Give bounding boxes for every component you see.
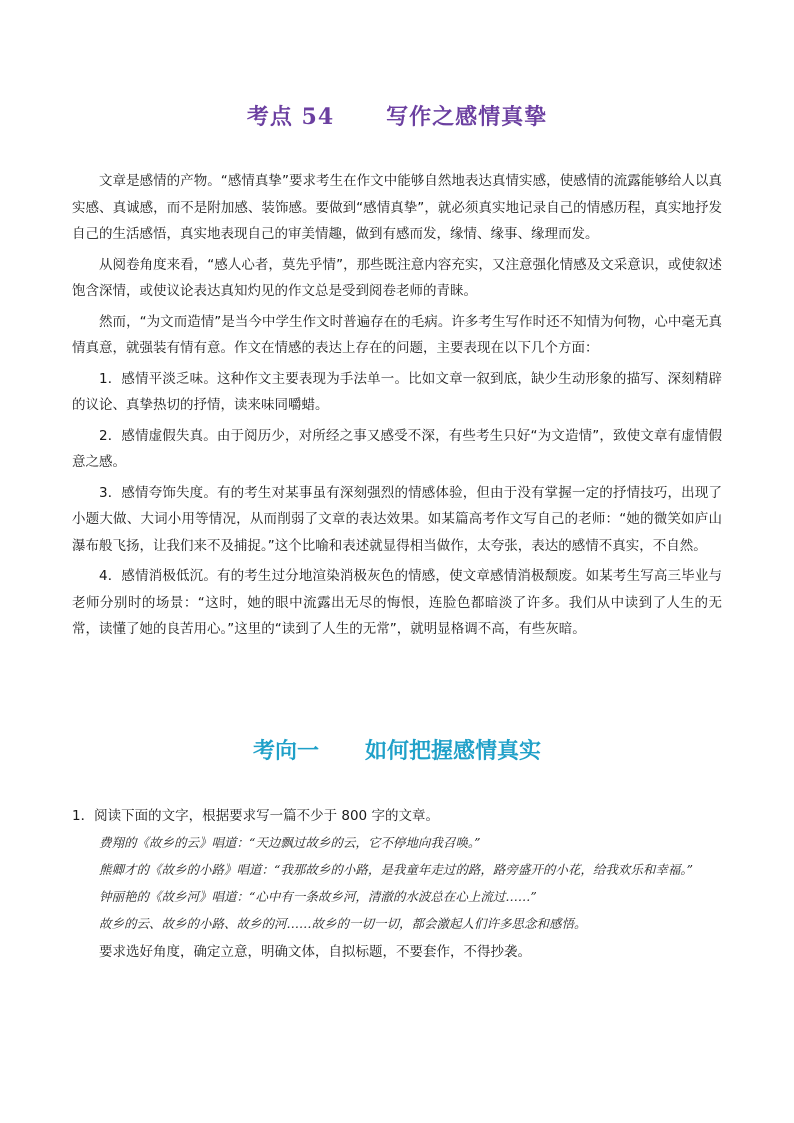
paragraph: 文章是感情的产物。“感情真挚”要求考生在作文中能够自然地表达真情实感，使感情的流露能够给人以真实感、真诚感，而不是附加感、装饰感。要做到“感情真挚”，就必须真实地记录自己的情感历程，真实地抒发自己的生活感悟，真实地表现自己的审美情趣，做到有感而发，缘情、缘事、缘理而发。 [72, 173, 722, 242]
question-requirement: 要求选好角度，确定立意，明确文体，自拟标题，不要套作，不得抄袭。 [99, 944, 531, 960]
article-body [72, 168, 722, 647]
quote-line: 熊卿才的《故乡的小路》唱道：“我那故乡的小路，是我童年走过的路，路旁盛开的小花，给我欢乐和幸福。” [99, 862, 694, 877]
quote-line: 费翔的《故乡的云》唱道：“天边飘过故乡的云，它不停地向我召唤。” [99, 835, 481, 850]
list-item: 3．感情夸饰失度。有的考生对某事虽有深刻强烈的情感体验，但由于没有掌握一定的抒情技巧，出现了小题大做、大词小用等情况，从而削弱了文章的表达效果。如某篇高考作文写自己的老师：“她的微笑如庐山瀑布般飞扬，让我们来不及捕捉。”这个比喻和表述就显得相当做作，太夸张，表达的感情不真实，不自然。 [72, 484, 722, 554]
quote-line: 钟丽艳的《故乡河》唱道：“心中有一条故乡河，清澈的水波总在心上流过……” [99, 889, 537, 904]
list-item: 4．感情消极低沉。有的考生过分地渲染消极灰色的情感，使文章感情消极颓废。如某考生写高三毕业与老师分别时的场景：“这时，她的眼中流露出无尽的悔恨，连脸色都暗淡了许多。我们从中读到了人生的无常，读懂了她的良苦用心。”这里的“读到了人生的无常”，就明显格调不高，有些灰暗。 [72, 568, 722, 637]
section-heading: 考向一 如何把握感情真实 [253, 739, 541, 764]
quote-line: 故乡的云、故乡的小路、故乡的河……故乡的一切一切，都会激起人们许多思念和感悟。 [99, 916, 587, 931]
list-item: 2．感情虚假失真。由于阅历少，对所经之事又感受不深，有些考生只好“为文造情”，致使文章有虚情假意之感。 [72, 427, 722, 470]
page-title: 考点 54 写作之感情真挚 [246, 104, 548, 130]
paragraph: 然而，“为文而造情”是当今中学生作文时普遍存在的毛病。许多考生写作时还不知情为何物，心中毫无真情真意，就强装有情有意。作文在情感的表达上存在的问题，主要表现在以下几个方面： [72, 313, 722, 356]
list-item: 1．感情平淡乏味。这种作文主要表现为手法单一。比如文章一叙到底，缺少生动形象的描写、深刻精辟的议论、真挚热切的抒情，读来味同嚼蜡。 [72, 370, 722, 413]
question-block [72, 803, 722, 967]
question-prompt: 1．阅读下面的文字，根据要求写一篇不少于 800 字的文章。 [72, 808, 439, 824]
paragraph: 从阅卷角度来看，“感人心者，莫先乎情”，那些既注意内容充实，又注意强化情感及文采意识，或使叙述饱含深情，或使议论表达真知灼见的作文总是受到阅卷老师的青睐。 [72, 256, 722, 299]
